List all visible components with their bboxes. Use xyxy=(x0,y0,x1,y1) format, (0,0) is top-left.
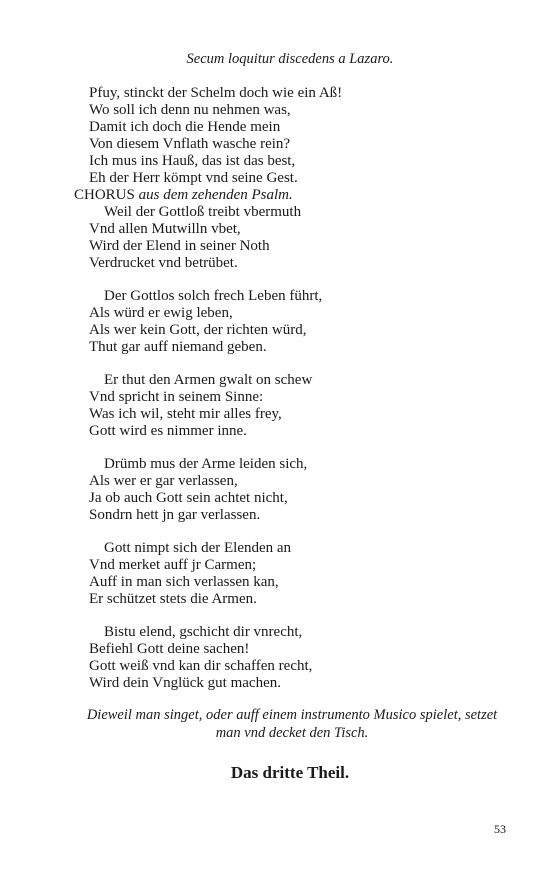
speech-line: Eh der Herr kömpt vnd seine Gest. xyxy=(89,170,298,186)
verse-line: Vnd merket auff jr Carmen; xyxy=(89,557,257,573)
verse-line: Thut gar auff niemand geben. xyxy=(89,339,267,355)
section-title: Das dritte Theil. xyxy=(230,763,350,782)
verse-line: Bistu elend, gschicht dir vnrecht, xyxy=(104,624,303,640)
verse-line: Gott wird es nimmer inne. xyxy=(89,423,247,439)
verse-line: Drümb mus der Arme leiden sich, xyxy=(104,456,308,472)
verse-line: Als wer kein Gott, der richten würd, xyxy=(89,322,307,338)
speech-line: Von diesem Vnflath wasche rein? xyxy=(89,136,291,152)
verse-line: Auff in man sich verlassen kan, xyxy=(89,574,279,590)
verse-line: Gott weiß vnd kan dir schaffen recht, xyxy=(89,658,313,674)
verse-line: Wird der Elend in seiner Noth xyxy=(89,238,270,254)
speech-line: Ich mus ins Hauß, das ist das best, xyxy=(89,153,296,169)
verse-line: Weil der Gottloß treibt vbermuth xyxy=(104,204,302,220)
verse-line: Was ich wil, steht mir alles frey, xyxy=(89,406,282,422)
page-number: 53 xyxy=(494,822,506,836)
verse-line: Als würd er ewig leben, xyxy=(89,305,233,321)
verse-line: Gott nimpt sich der Elenden an xyxy=(104,540,292,556)
speech-line: Wo soll ich denn nu nehmen was, xyxy=(89,102,291,118)
verse-line: Der Gottlos solch frech Leben führt, xyxy=(104,288,323,304)
stage-direction-top: Secum loquitur discedens a Lazaro. xyxy=(186,51,394,67)
verse-line: Vnd allen Mutwilln vbet, xyxy=(89,221,241,237)
verse-line: Als wer er gar verlassen, xyxy=(89,473,238,489)
verse-line: Vnd spricht in seinem Sinne: xyxy=(89,389,264,405)
verse-line: Ja ob auch Gott sein achtet nicht, xyxy=(89,490,288,506)
chorus-heading xyxy=(74,186,293,204)
verse-line: Sondrn hett jn gar verlassen. xyxy=(89,507,261,523)
speech-line: Damit ich doch die Hende mein xyxy=(89,119,281,135)
chorus-label-source: aus dem zehenden Psalm. xyxy=(138,187,293,203)
verse-line: Er thut den Armen gwalt on schew xyxy=(104,372,313,388)
speech-line: Pfuy, stinckt der Schelm doch wie ein Aß! xyxy=(89,85,343,101)
verse-line: Befiehl Gott deine sachen! xyxy=(89,641,250,657)
verse-line: Wird dein Vnglück gut machen. xyxy=(89,675,281,691)
stage-direction-bottom: Dieweil man singet, oder auff einem instrumento Musico spielet, setzet man vnd decket den Tisch. xyxy=(86,707,498,741)
verse-line: Verdrucket vnd betrübet. xyxy=(89,255,238,271)
verse-line: Er schützet stets die Armen. xyxy=(89,591,257,607)
chorus-label: CHORUS xyxy=(74,187,135,203)
